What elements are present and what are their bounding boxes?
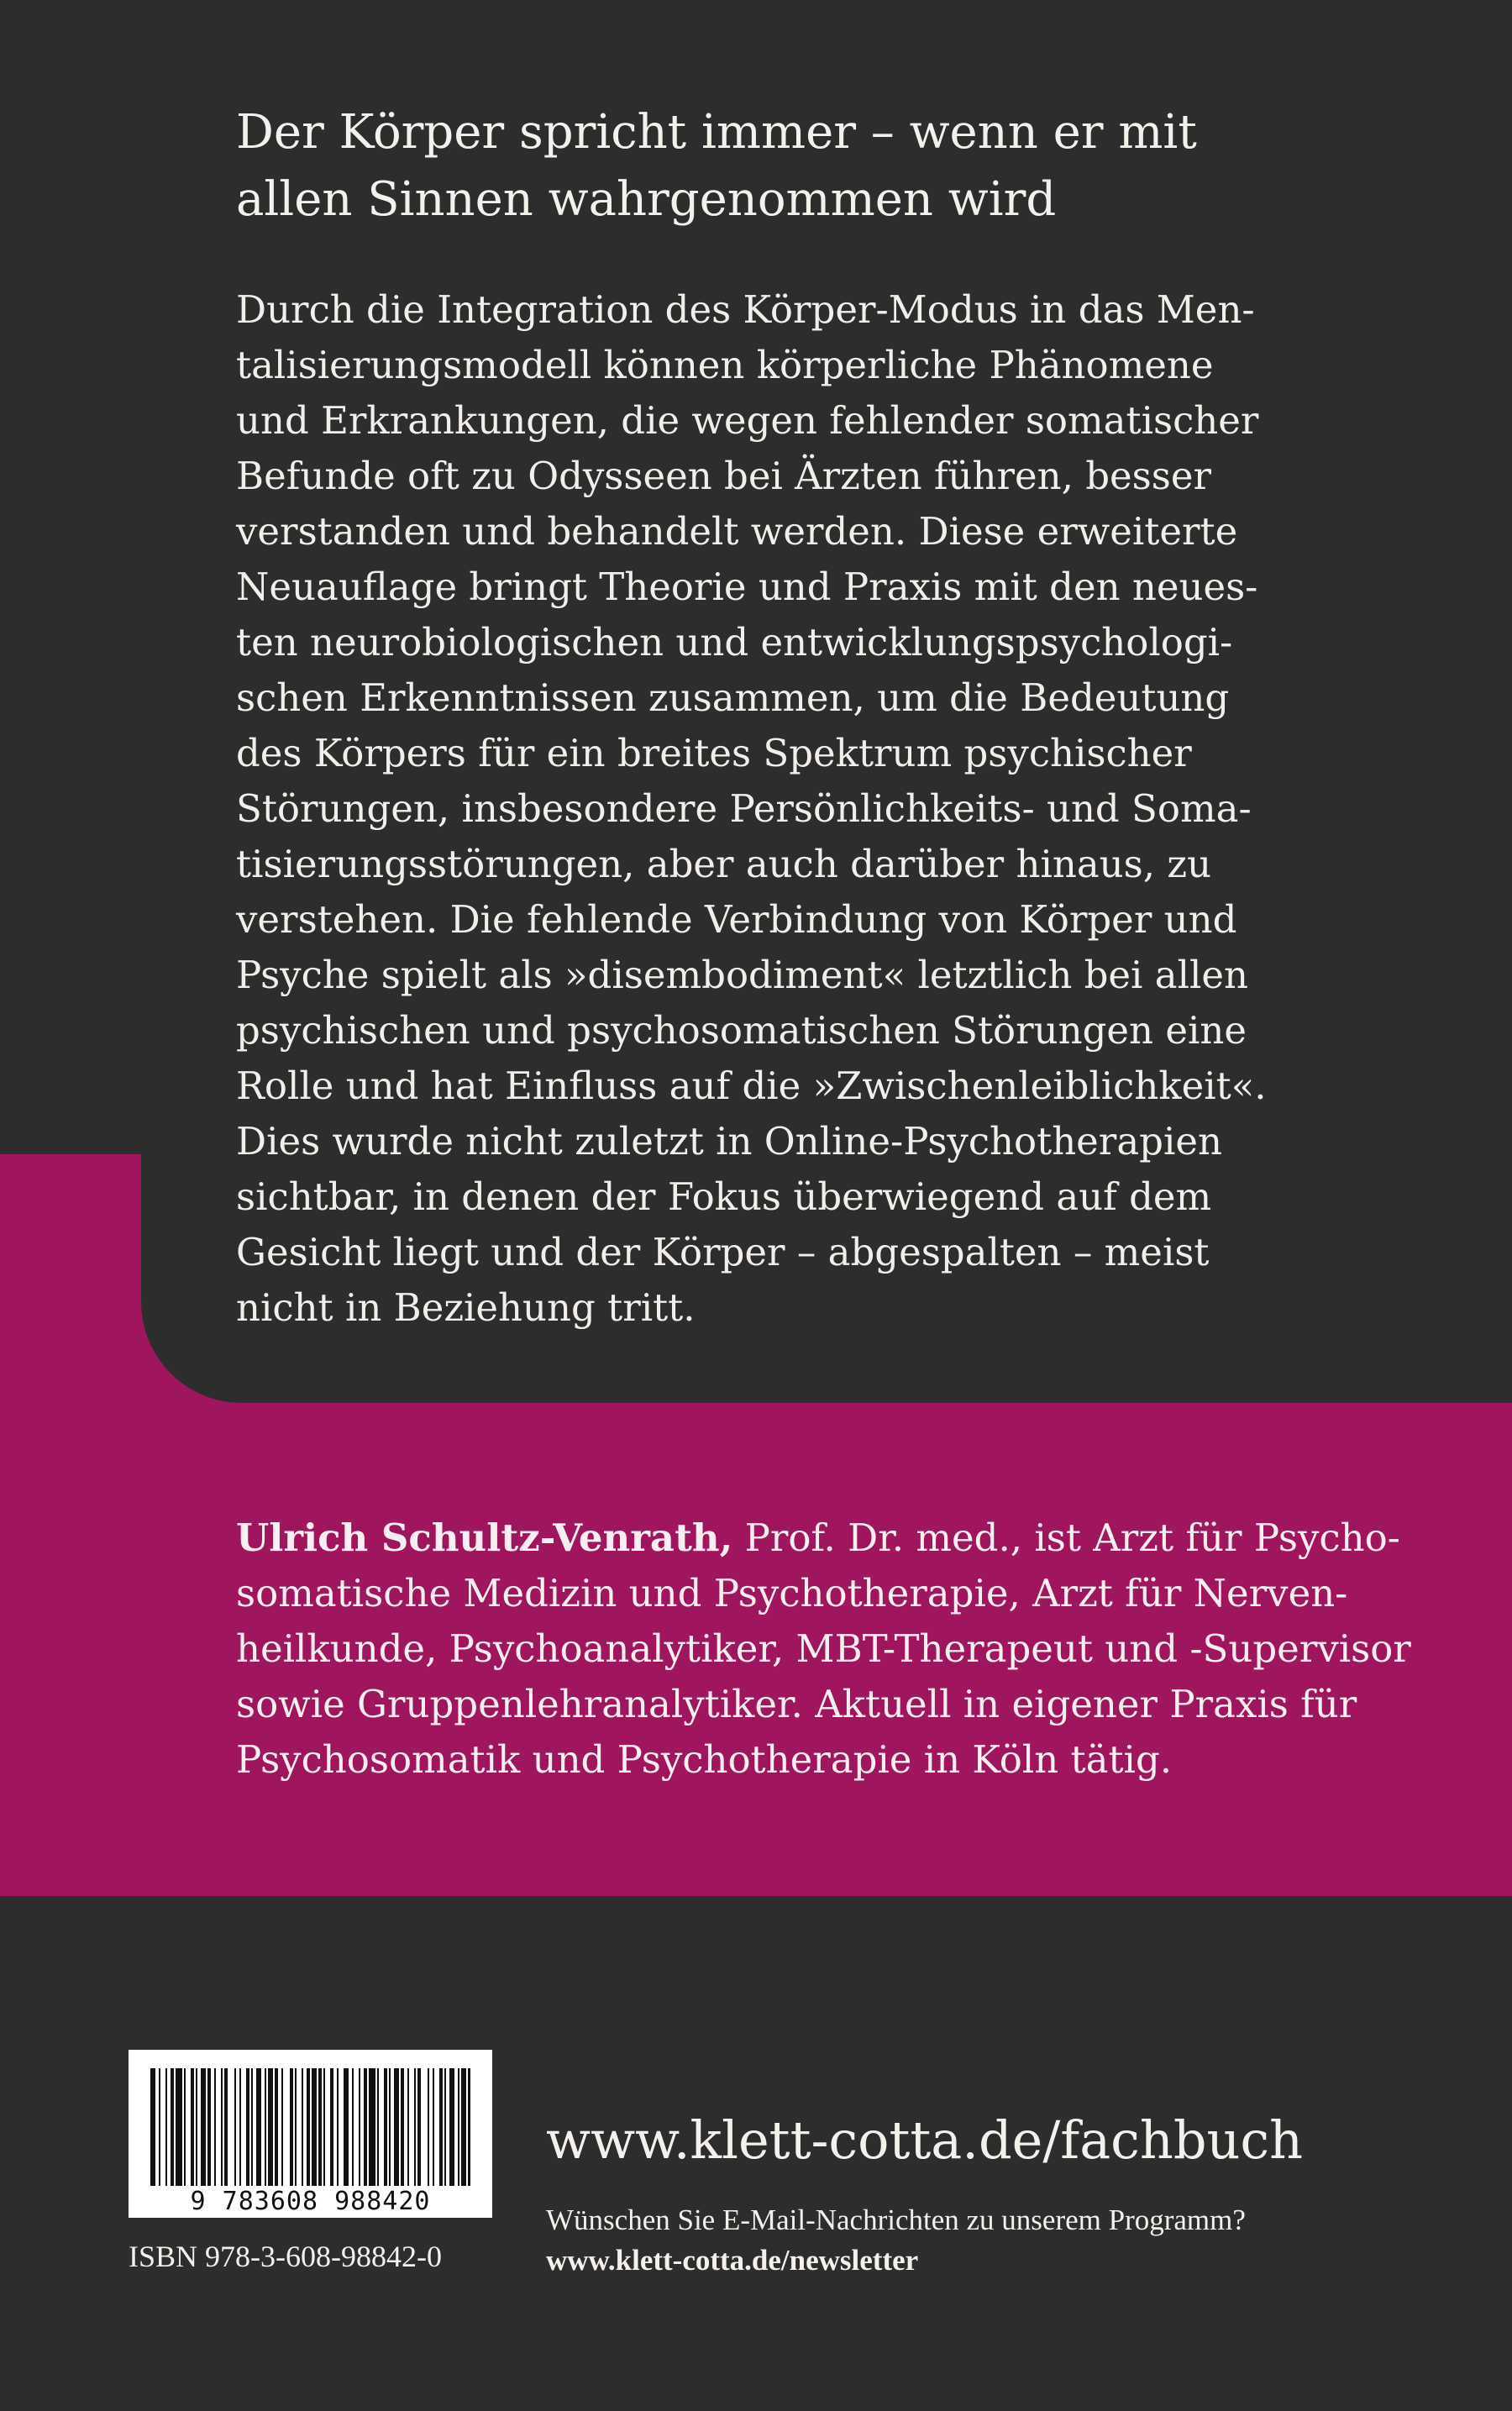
barcode-bar: [352, 2068, 354, 2186]
barcode-bar: [176, 2068, 182, 2186]
barcode-bar: [401, 2068, 404, 2186]
blurb-line: verstanden und behandelt werden. Diese erweiterte: [236, 509, 1238, 554]
headline: [236, 99, 1429, 234]
blurb-line: schen Erkenntnissen zusammen, um die Bedeutung: [236, 675, 1230, 720]
barcode-bar: [214, 2068, 216, 2186]
barcode-bar: [191, 2068, 194, 2186]
newsletter-link[interactable]: www.klett-cotta.de/newsletter: [546, 2244, 919, 2277]
barcode-bar: [344, 2068, 349, 2186]
blurb-line: Befunde oft zu Odysseen bei Ärzten führen, besser: [236, 454, 1212, 498]
barcode-bar: [171, 2068, 174, 2186]
barcode-bar: [224, 2068, 228, 2186]
isbn-number: ISBN 978-3-608-98842-0: [129, 2240, 442, 2273]
barcode-bar: [444, 2068, 446, 2186]
blurb-line: Rolle und hat Einfluss auf die »Zwischenleiblichkeit«.: [236, 1064, 1267, 1108]
barcode-bar: [312, 2068, 317, 2186]
blurb-line: Neuauflage bringt Theorie und Praxis mit den neues-: [236, 565, 1258, 609]
author-bio-first-line: Prof. Dr. med., ist Arzt für Psycho-: [732, 1515, 1400, 1560]
author-bio: [236, 1510, 1462, 1788]
barcode-bar: [458, 2068, 459, 2186]
barcode-bar: [256, 2068, 261, 2186]
barcode-bar: [184, 2068, 186, 2186]
barcode-bar: [207, 2068, 211, 2186]
blurb-line: psychischen und psychosomatischen Störungen eine: [236, 1008, 1247, 1053]
barcode-bar: [251, 2068, 253, 2186]
author-name: Ulrich Schultz-Venrath,: [236, 1515, 733, 1560]
barcode-bar: [295, 2068, 297, 2186]
blurb-line: verstehen. Die fehlende Verbindung von Körper und: [236, 897, 1237, 942]
blurb-line: tisierungsstörungen, aber auch darüber hinaus, zu: [236, 842, 1212, 886]
blurb-line: Gesicht liegt und der Körper – abgespalten – meist: [236, 1230, 1210, 1274]
barcode-bar: [449, 2068, 454, 2186]
author-bio-line: heilkunde, Psychoanalytiker, MBT-Therapeut und -Supervisor: [236, 1626, 1411, 1671]
barcode-bar: [359, 2068, 360, 2186]
barcode-bar: [337, 2068, 339, 2186]
blurb-line: des Körpers für ein breites Spektrum psychischer: [236, 731, 1192, 775]
author-bio-line: Psychosomatik und Psychotherapie in Köln tätig.: [236, 1737, 1173, 1782]
barcode-bar: [201, 2068, 206, 2186]
barcode-bar: [196, 2068, 197, 2186]
barcode-bar: [150, 2068, 155, 2186]
blurb-line: nicht in Beziehung tritt.: [236, 1285, 696, 1330]
barcode: [129, 2050, 492, 2218]
barcode-bar: [330, 2068, 333, 2186]
barcode-bar: [165, 2068, 167, 2186]
blurb-line: sichtbar, in denen der Fokus überwiegend auf dem: [236, 1174, 1212, 1219]
barcode-bar: [384, 2068, 387, 2186]
blurb-line: Störungen, insbesondere Persönlichkeits- und Soma-: [236, 786, 1252, 831]
barcode-bar: [428, 2068, 429, 2186]
barcode-bar: [323, 2068, 325, 2186]
barcode-bar: [302, 2068, 303, 2186]
headline-line: Der Körper spricht immer – wenn er mit: [236, 105, 1197, 160]
barcode-bar: [369, 2068, 375, 2186]
barcode-bar: [159, 2068, 160, 2186]
barcode-bar: [239, 2068, 241, 2186]
barcode-bar: [461, 2068, 466, 2186]
barcode-bar: [389, 2068, 391, 2186]
publisher-website-link[interactable]: www.klett-cotta.de/fachbuch: [546, 2109, 1304, 2171]
barcode-bar: [246, 2068, 249, 2186]
barcode-bar: [407, 2068, 409, 2186]
author-bio-line: [236, 1510, 1462, 1566]
newsletter-question: Wünschen Sie E-Mail-Nachrichten zu unserem Programm?: [546, 2204, 1246, 2236]
barcode-bar: [275, 2068, 278, 2186]
headline-line: allen Sinnen wahrgenommen wird: [236, 172, 1057, 227]
blurb-line: Dies wurde nicht zuletzt in Online-Psychotherapien: [236, 1119, 1222, 1163]
barcode-bar: [468, 2068, 470, 2186]
barcode-bar: [364, 2068, 367, 2186]
blurb-line: Durch die Integration des Körper-Modus in das Men-: [236, 287, 1255, 332]
barcode-bar: [307, 2068, 310, 2186]
barcode-bar: [265, 2068, 266, 2186]
barcode-bar: [268, 2068, 273, 2186]
barcode-bar: [234, 2068, 236, 2186]
blurb-line: talisierungsmodell können körperliche Phänomene: [236, 343, 1214, 387]
barcode-bar: [377, 2068, 379, 2186]
author-bio-line: sowie Gruppenlehranalytiker. Aktuell in eigener Praxis für: [236, 1682, 1357, 1726]
author-bio-line: somatische Medizin und Psychotherapie, Arzt für Nerven-: [236, 1571, 1348, 1615]
blurb-line: ten neurobiologischen und entwicklungspsychologi-: [236, 620, 1233, 664]
blurb-line: und Erkrankungen, die wegen fehlender somatischer: [236, 398, 1259, 443]
barcode-bar: [281, 2068, 283, 2186]
barcode-bar: [433, 2068, 434, 2186]
barcode-digits: 9 783608 988420: [190, 2187, 431, 2216]
barcode-bar: [318, 2068, 322, 2186]
barcode-bar: [417, 2068, 421, 2186]
blurb-text: [236, 282, 1462, 1336]
barcode-bar: [394, 2068, 399, 2186]
barcode-bar: [414, 2068, 416, 2186]
barcode-bar: [290, 2068, 293, 2186]
blurb-line: Psyche spielt als »disembodiment« letztlich bei allen: [236, 953, 1248, 997]
barcode-bars: [147, 2068, 474, 2186]
barcode-bar: [439, 2068, 443, 2186]
barcode-bar: [221, 2068, 223, 2186]
